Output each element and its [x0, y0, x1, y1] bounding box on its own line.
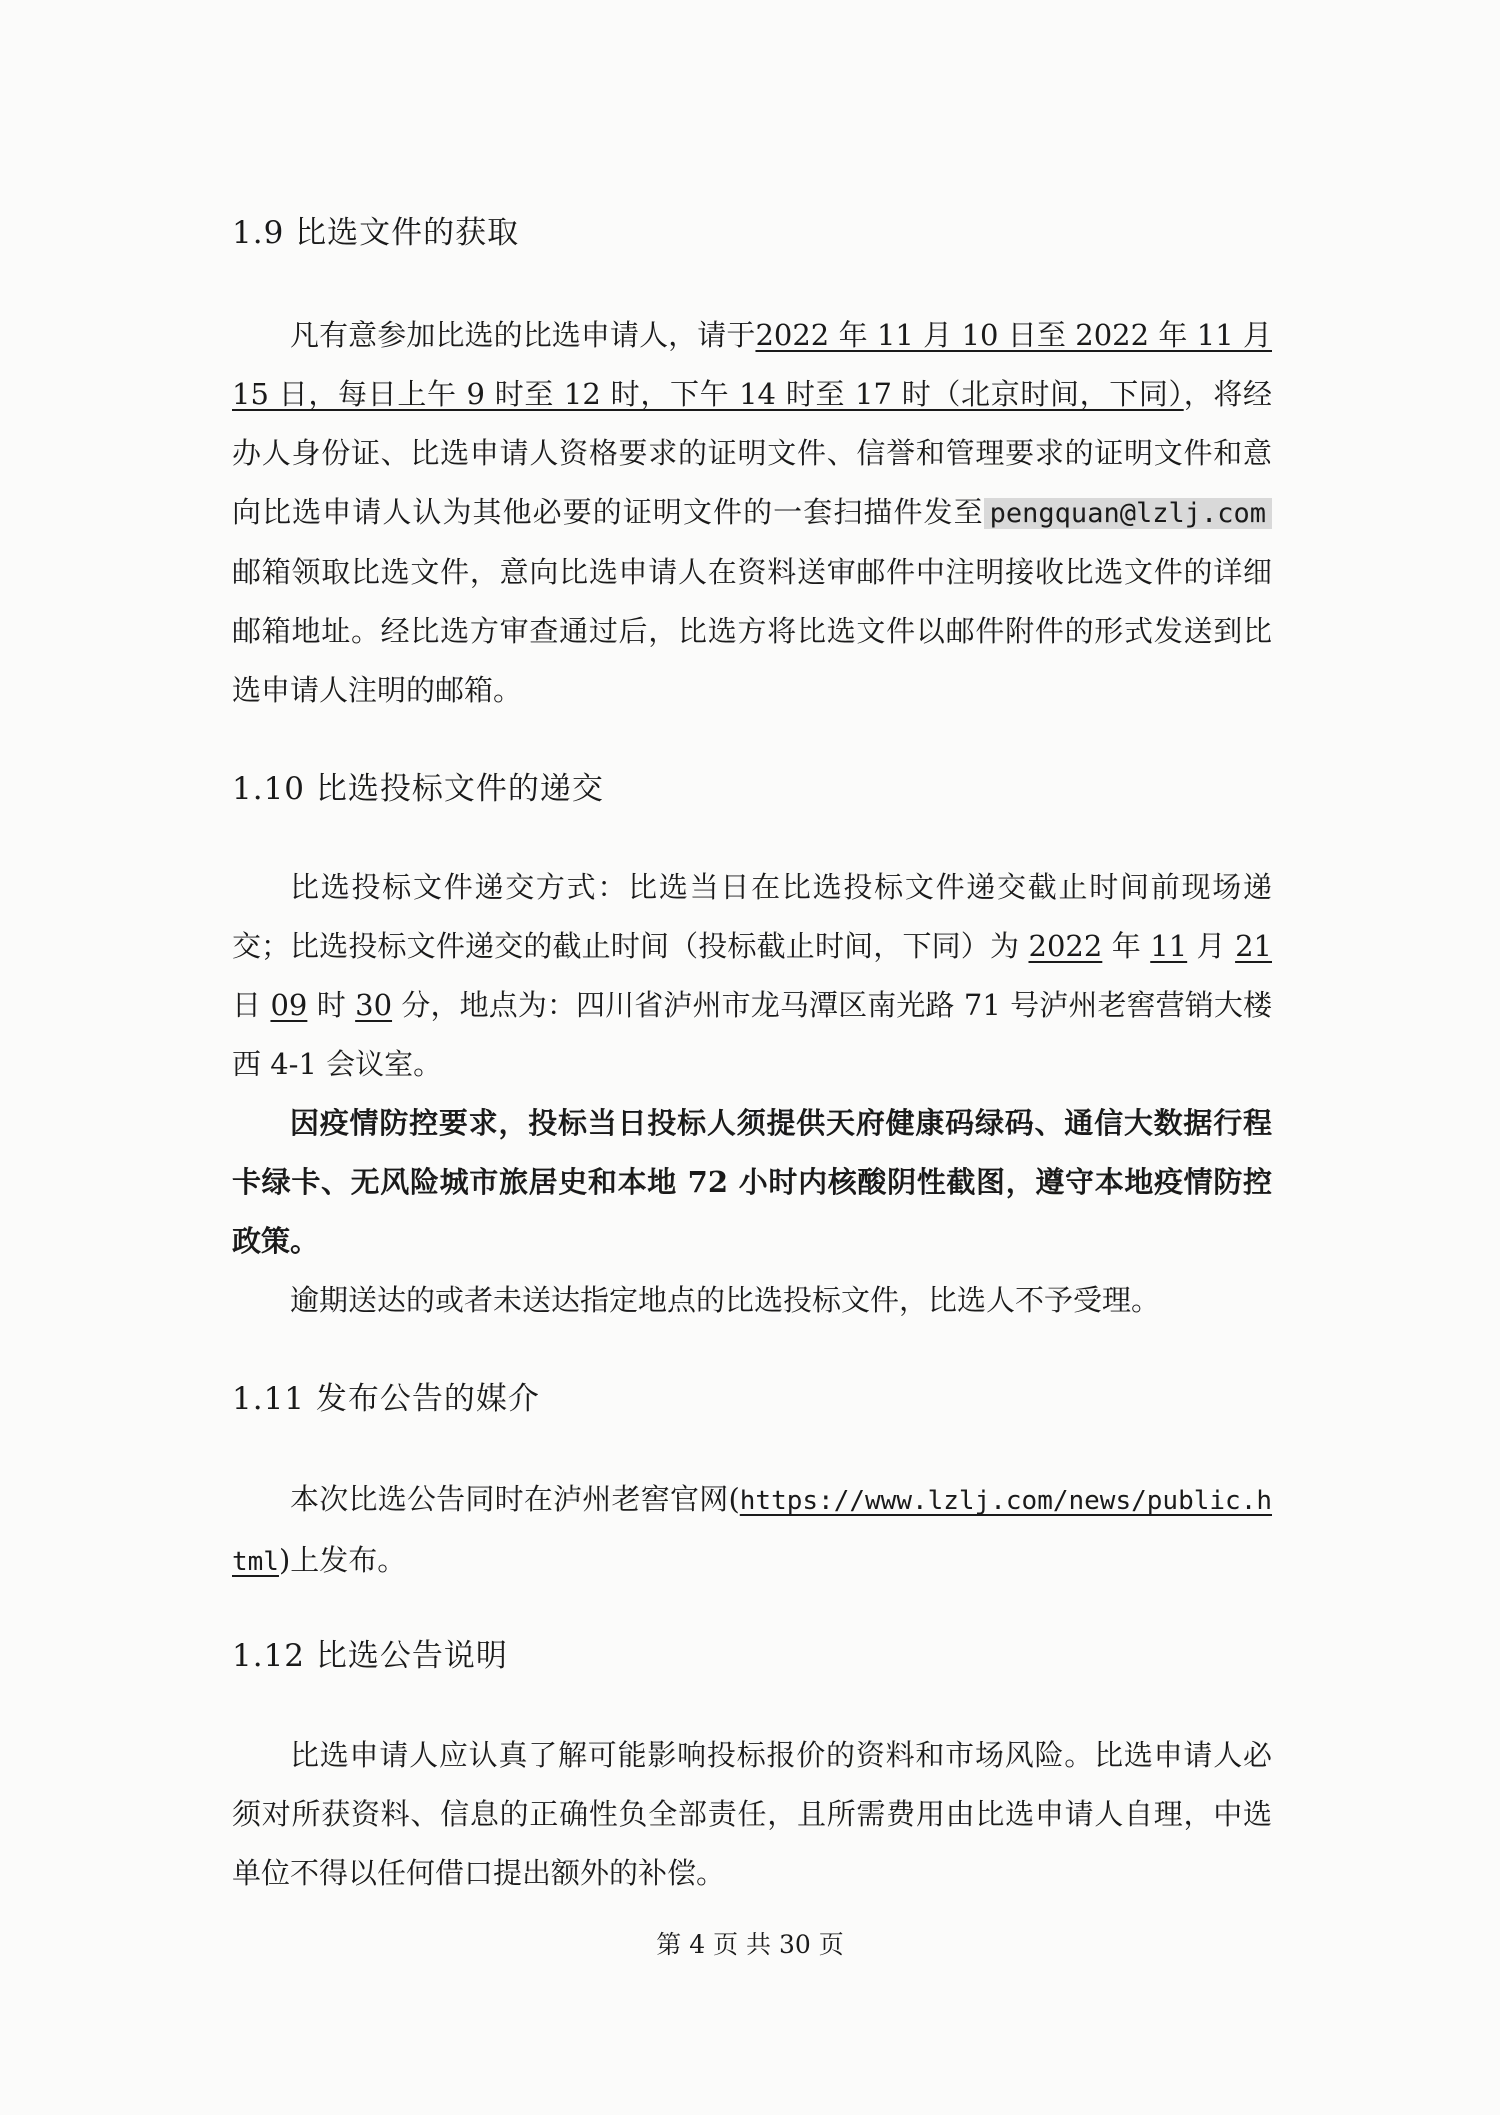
deadline-hour: 09: [270, 988, 308, 1022]
section-1-11-paragraph: [232, 1470, 1272, 1592]
section-1-9-paragraph: [232, 306, 1272, 720]
text: 日: [232, 988, 271, 1022]
text: 分，地点为：四川省泸州市龙马潭区南光路 71 号泸州老窖营销大楼西 4-1 会议室。: [232, 988, 1273, 1081]
section-1-10-paragraph-late: 逾期送达的或者未送达指定地点的比选投标文件，比选人不予受理。: [290, 1283, 1161, 1317]
section-1-10-paragraph-deadline: [232, 917, 1272, 1094]
deadline-minute: 30: [355, 988, 393, 1022]
text: 比选投标文件递交的截止时间（投标截止时间，下同）为: [290, 929, 1029, 963]
text: 本次比选公告同时在泸州老窖官网(: [290, 1482, 740, 1516]
text: 月: [1187, 929, 1236, 963]
section-1-10-paragraph-method: 比选投标文件递交方式：比选当日在比选投标文件递交截止时间前现场递交；: [232, 870, 1272, 963]
text: 年: [1102, 929, 1151, 963]
deadline-month: 11: [1150, 929, 1188, 963]
website-link[interactable]: https://www.lzlj.com/news/public.html: [232, 1486, 1272, 1577]
section-heading-1-11: 1.11 发布公告的媒介: [232, 1381, 540, 1417]
acquisition-time-underlined: 2022 年 11 月 10 日至 2022 年 11 月 15 日，每日上午 9 时至 12 时，下午 14 时至 17 时（北京时间，下同）: [232, 318, 1272, 411]
section-1-10-paragraph-epidemic: 因疫情防控要求，投标当日投标人须提供天府健康码绿码、通信大数据行程卡绿卡、无风险城市旅居史和本地 72 小时内核酸阴性截图，遵守本地疫情防控政策。: [232, 1106, 1272, 1258]
section-heading-1-10: 1.10 比选投标文件的递交: [232, 771, 604, 807]
deadline-year: 2022: [1028, 929, 1103, 963]
text: 邮箱领取比选文件，意向比选申请人在资料送审邮件中注明接收比选文件的详细邮箱地址。经比选方审查通过后，比选方将比选文件以邮件附件的形式发送到比选申请人注明的邮箱。: [232, 555, 1272, 707]
email-address-highlight: pengquan@lzlj.com: [984, 498, 1272, 529]
text: 凡有意参加比选的比选申请人，请于: [290, 318, 756, 352]
section-heading-1-9: 1.9 比选文件的获取: [232, 215, 520, 251]
page-number-footer: 第 4 页 共 30 页: [656, 1930, 844, 1959]
text: ，将经办人身份证、比选申请人资格要求的证明文件、信誉和管理要求的证明文件和意向比选申请人认为其他必要的证明文件的一套扫描件发至: [232, 377, 1272, 529]
deadline-day: 21: [1235, 929, 1272, 963]
section-heading-1-12: 1.12 比选公告说明: [232, 1638, 508, 1674]
section-1-12-paragraph: 比选申请人应认真了解可能影响投标报价的资料和市场风险。比选申请人必须对所获资料、信息的正确性负全部责任，且所需费用由比选申请人自理，中选单位不得以任何借口提出额外的补偿。: [232, 1738, 1272, 1890]
text: 时: [307, 988, 356, 1022]
text: )上发布。: [278, 1543, 407, 1577]
